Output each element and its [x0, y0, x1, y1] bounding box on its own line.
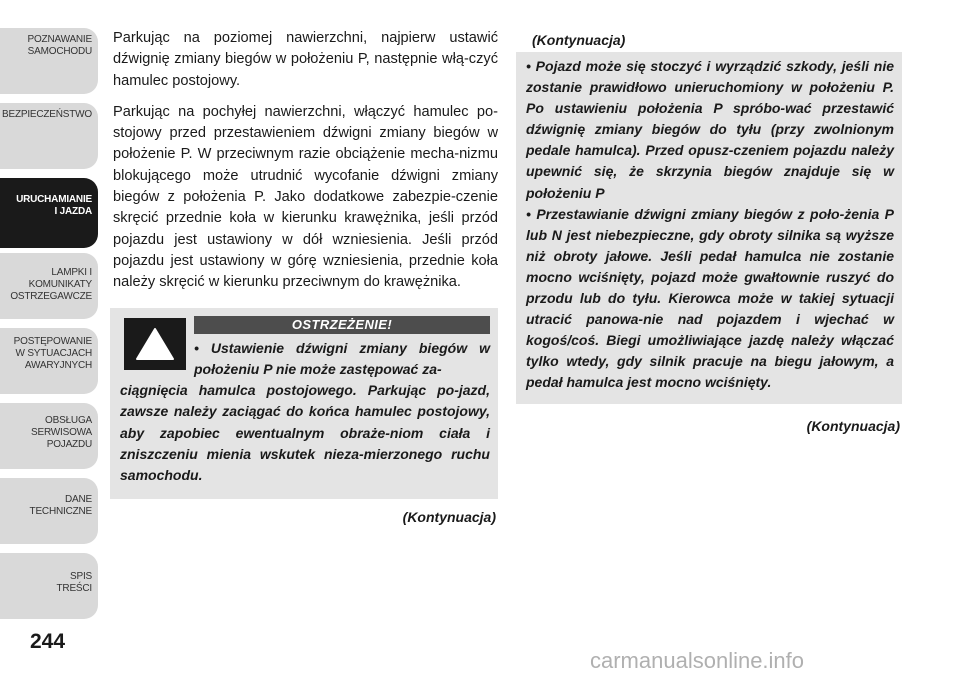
warning-box	[110, 308, 498, 499]
warning-triangle-icon	[124, 318, 186, 370]
tab-bezpieczenstwo[interactable]	[0, 103, 98, 169]
warning-bullet-2: • Przestawianie dźwigni zmiany biegów z poło-żenia P lub N jest niebezpieczne, gdy obroty silnika są wyższe niż obroty jałowe. Jeśli pedał hamulca nie zostanie mocno wciśnięty, pojazd może gwałtownie ruszyć do przodu lub do tyłu. Kierowca może w takiej sytuacji utracić panowa-nie nad pojazdem i wjechać w kogoś/coś. Biegi umożliwiające jazdę należy włączać tylko wtedy, gdy silnik pracuje na biegu jałowym, a pedał hamulca jest mocno wciśnięty.	[526, 205, 894, 391]
warning-text-first: • Ustawienie dźwigni zmiany biegów w położeniu P nie może zastępować za-	[194, 339, 490, 377]
tab-dane-techniczne[interactable]	[0, 478, 98, 544]
tab-lampki-i-komunikaty[interactable]	[0, 253, 98, 319]
left-column	[110, 28, 498, 525]
warning-text-rest: ciągnięcia hamulca postojowego. Parkując po-jazd, zawsze należy zaciągać do końca hamulec postojowy, aby zapobiec ewentualnym obraże-niom ciała i zniszczeniu mienia wskutek nieza-mierzonego ruchu samochodu.	[120, 382, 490, 484]
continuation-label-left: (Kontynuacja)	[402, 508, 496, 525]
continuation-label-right: (Kontynuacja)	[806, 417, 900, 434]
watermark: carmanualsonline.info	[590, 648, 805, 673]
tab-label: POSTĘPOWANIE W SYTUACJACH AWARYJNYCH	[13, 336, 92, 371]
tab-label: POZNAWANIE SAMOCHODU	[27, 34, 92, 57]
warning-header: OSTRZEŻENIE!	[194, 316, 490, 334]
warning-bullet-1: • Pojazd może się stoczyć i wyrządzić szkody, jeśli nie zostanie prawidłowo unieruchomiony w położeniu P. Po ustawieniu położenia P spróbo-wać przestawić dźwignię zmiany biegów do tyłu (przy zwolnionym pedale hamulca). Przed opusz-czeniem pojazdu należy upewnić się, że skrzynia biegów znajduje się w położeniu P	[526, 58, 894, 201]
tab-poznawanie-samochodu[interactable]	[0, 28, 98, 94]
tab-label: URUCHAMIANIE I JAZDA	[16, 194, 92, 217]
tab-obsluga-serwisowa[interactable]	[0, 403, 98, 469]
tab-label: LAMPKI I KOMUNIKATY OSTRZEGAWCZE	[10, 267, 92, 302]
tab-spis-tresci[interactable]	[0, 553, 98, 619]
tab-label: DANE TECHNICZNE	[29, 494, 92, 517]
warning-continued-box	[516, 52, 902, 404]
paragraph-slope-parking: Parkując na pochyłej nawierzchni, włączyć hamulec po-stojowy przed przestawieniem dźwigni zmiany biegów w położenie P. W przeciwnym razie obciążenie mecha-nizmu blokującego może utrudnić wycofanie dźwigni zmiany biegów z położenia P. Jako dodatkowe zabezpie-czenie skręcić przednie koła w kierunku krawężnika, jeśli przód pojazdu jest ustawiony w dół wzniesienia. Jeśli przód pojazdu jest ustawiony w górę wzniesienia, przednie koła należy skręcić w kierunku przeciwnym do krawężnika.	[113, 103, 498, 291]
tab-label: BEZPIECZEŃSTWO	[2, 109, 92, 120]
page-number: 244	[30, 630, 66, 653]
right-column	[516, 28, 902, 434]
tab-uruchamianie-i-jazda[interactable]	[0, 178, 98, 248]
tab-label: SPIS TREŚCI	[56, 571, 92, 594]
tab-postepowanie-awaryjne[interactable]	[0, 328, 98, 394]
paragraph-level-parking: Parkując na poziomej nawierzchni, najpierw ustawić dźwignię zmiany biegów w położeniu P, następnie włą-czyć hamulec postojowy.	[113, 30, 498, 89]
tab-label: OBSŁUGA SERWISOWA POJAZDU	[31, 415, 92, 450]
continued-header: (Kontynuacja)	[532, 32, 626, 48]
